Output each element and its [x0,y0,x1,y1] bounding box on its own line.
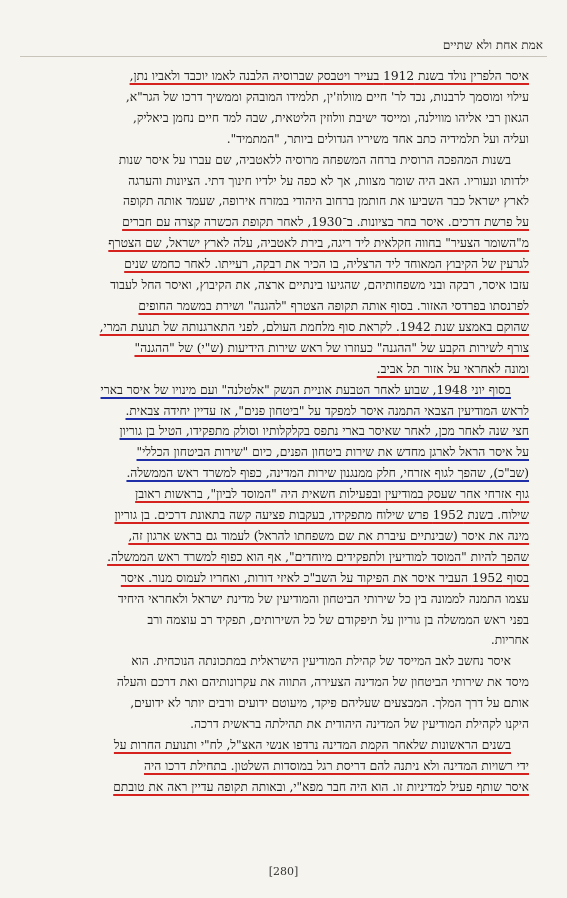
text-line: עצמו התמנה לממונה בין כל שירותי הביטחון והמודיעין של מדינת ישראל ולאחראי היחיד [117,591,529,606]
text-line: בשנים הראשונות שלאחר הקמת המדינה נרדפו אנשי האצ"ל, לח"י ותנועת החרות על [113,738,511,752]
text-line: איסר הלפרין נולד בשנת 1912 בעייר ויטבסק שברוסיה הלבנה לאמו יוכבד ולאביו נתן, [129,69,529,83]
body-text [38,66,529,798]
text-line: בסוף 1952 העביר איסר את הפיקוד על השב"כ לאיזי דורות, ואחריו לעמוס מנור. איסר [120,570,529,585]
text-line: אחריות. [490,633,529,648]
text-line: בפני ראש הממשלה בן גוריון על תיפקודם של כל השירותים, תפקיד רב עוצמה ורב [147,612,529,627]
text-line: איסר שותף פעיל למדיניות זו. הוא היה חבר מפא"י, ובאותה תקופה עדיין ראה את טובתם [113,779,529,794]
text-line: ילדותו ונעוריו. האב היה שומר מצוות, אך לא כפה על ילדיו חינוך דתי. הציונות והערגה [128,173,529,188]
text-line: מ"השומר הצעיר" בחווה חקלאית ליד ריגה, בירת לאטביה, עלה לארץ ישראל, שם הצטרף [108,236,529,251]
paragraph-p3 [38,380,529,652]
text-line: ומונה לאחראי על אזור תל אביב. [376,361,529,376]
text-line: מינה את איסר (שבינתיים עיברת את שם משפחתו להראל) לעמוד גם בראש ארגון זה, [128,528,529,543]
text-line: ידי רשויות המדינה ולא ניתנה להם דריסת רגל במוסדות השלטון. בתחילת דרכו היה [144,758,529,773]
text-line: לפרנסתו בפרדסי האזור. בסוף אותה תקופה הצטרף "להגנה" ושירת במשמר החופים [138,298,529,313]
text-line: גוף אזרחי אחר שעסק במודיעין ובפעילות חשאית היה "המוסד לביון", בראשות ראובן [135,487,529,502]
text-line: שהפך להיות "המוסד למודיעין ולתפקידים מיוחדים", אף הוא כפוף למשרד ראש הממשלה. [107,549,529,564]
text-line: עילוי ומוסמך לרבנות, נכד לר' חיים מוולוז'ין, תלמידו המובהק וממשיך דרכו של הגר"א, [125,89,529,104]
text-line: הגאון רבי אליהו מווילנה, ומייסד ישיבת וולוזין הליטאית, שבה למד חיים נחמן ביאליק, [132,110,529,125]
paragraph-p1 [38,66,529,150]
text-line: על פרשת דרכים. איסר בחר בציונות. ב־1930, לאחר תקופת הכשרה קצרה עם חברים [122,215,529,230]
text-line: עזבו איסר, רבקה ובני משפחותיהם, שהגיעו בינתיים ארצה, את הקיבוץ, ואיסר החל לעבוד [110,278,529,293]
header-divider [20,56,547,57]
text-line: היקנו לקהילת המודיעין של המדינה היהודית את תהילתה בראשית דרכה. [190,717,529,732]
text-line: לארץ ישראל כבר השביעו את חותמן ברחוב היהודי במזרח אירופה, שעמד אותה תקופה [122,194,529,209]
text-line: ועליה ועל תלמידיה כתב אחד משיריו הגדולים ביותר, "המתמיד". [226,131,529,146]
text-line: צורף לשירות הקבע של "ההגנה" כעוזרו של ראש שירות הידיעות (ש"י) של "ההגנה" [134,340,529,355]
page-number: [280] [268,865,299,878]
text-line: לגרעין של הקיבוץ המאוחד ליד הרצליה, בו הכיר את רבקה, רעייתו. לאחר כחמש שנים [124,257,529,272]
paragraph-p5 [38,735,529,798]
text-line: חצי שנה לאחר מכן, לאחר שאיסר בארי נתפס בקלקלותיו וסולק מתפקידו, הטיל בן גוריון [119,424,529,439]
text-line: לראש המודיעין הצבאי התמנה איסר למפקד על "ביטחון פנים", אז עדיין יחידה צבאית. [125,403,529,418]
text-line: (שב"כ), שהפך לגוף אזרחי, חלק ממנגנון שירות המדינה, כפוף למשרד ראש הממשלה. [126,466,529,481]
running-header: אמת אחת ולא שתיים [442,38,543,52]
text-line: אותם על דרך המלך. המבצעים שעליהם פיקד, מיעוטם ידועים ורבים יותר לא ידועים, [130,696,529,711]
text-line: מיסד את שירותי הביטחון של המדינה הצעירה, התווה את עקרונותיהם ואת דרכם והעלה [116,675,529,690]
text-line: שהוקם באמצע שנת 1942. לקראת סוף מלחמת העולם, לפני התארגנותה של תנועת המרי, [99,319,529,334]
text-line: איסר נחשב לאב המייסד של קהילת המודיעין הישראלית במתכונתה הנוכחית. הוא [131,654,511,669]
text-line: בסוף יוני 1948, שבוע לאחר הטבעת אוניית הנשק "אלטלנה" ועם מינויו של איסר בארי [100,382,511,397]
paragraph-p4 [38,651,529,735]
text-line: על איסר הראל לארגן מחדש את שירות ביטחון הפנים, כיום "שירות הביטחון הכללי" [136,445,529,460]
paragraph-p2 [38,150,529,380]
text-line: בשנות המהפכה הרוסית ברחה המשפחה מרוסיה ללאטביה, שם עברו על איסר שנות [118,152,511,167]
text-line: שילוח. בשנת 1952 פרש שילוח מתפקידו, בעקבות פציעה קשה בתאונת דרכים. בן גוריון [114,508,529,523]
